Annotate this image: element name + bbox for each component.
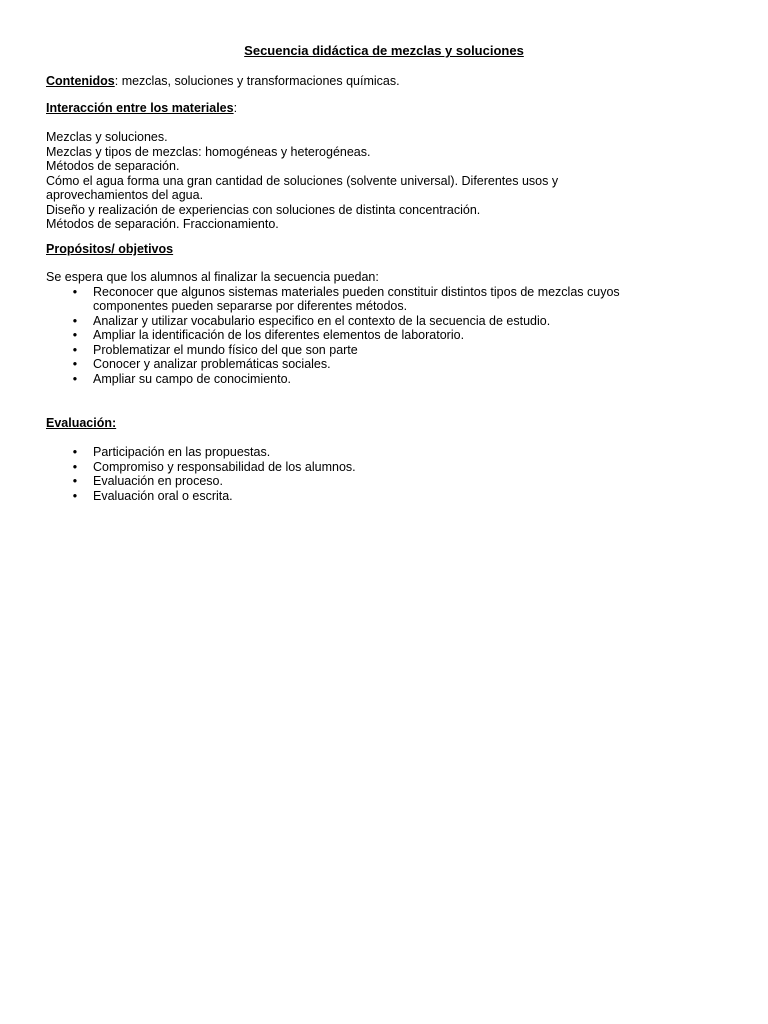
contenidos-heading: Contenidos [46, 74, 115, 88]
bullet-icon: • [72, 459, 78, 474]
contenidos-section [46, 74, 726, 89]
propositos-heading: Propósitos/ objetivos [46, 242, 174, 256]
evaluacion-heading: Evaluación: [46, 416, 117, 430]
list-item-text: Problematizar el mundo físico del que son parte [93, 342, 358, 357]
interaccion-line: Cómo el agua forma una gran cantidad de soluciones (solvente universal). Diferentes usos y [46, 173, 559, 188]
list-item [46, 489, 726, 504]
list-item [46, 372, 726, 387]
interaccion-heading-line [46, 101, 726, 116]
list-item-text: Participación en las propuestas. [93, 445, 271, 459]
propositos-list [46, 285, 726, 387]
list-item [46, 474, 726, 489]
list-item [46, 460, 726, 475]
interaccion-line: Métodos de separación. [46, 159, 180, 173]
list-item-text: Reconocer que algunos sistemas materiales pueden constituir distintos tipos de mezclas cuyos [93, 284, 620, 299]
contenidos-text: : mezclas, soluciones y transformaciones químicas. [114, 74, 400, 88]
interaccion-heading-suffix: : [233, 101, 238, 115]
list-item-text: Analizar y utilizar vocabulario especifico en el contexto de la secuencia de estudio. [93, 313, 551, 328]
propositos-intro: Se espera que los alumnos al finalizar la secuencia puedan: [46, 270, 379, 284]
interaccion-lines [46, 130, 726, 232]
interaccion-line: Diseño y realización de experiencias con soluciones de distinta concentración. [46, 202, 481, 217]
list-item-text: Evaluación oral o escrita. [93, 488, 233, 503]
list-item [46, 314, 726, 329]
document-title: Secuencia didáctica de mezclas y soluciones [244, 43, 524, 58]
list-item-text: Evaluación en proceso. [93, 474, 223, 488]
bullet-icon: • [72, 357, 78, 371]
list-item [46, 285, 726, 314]
interaccion-line: Métodos de separación. Fraccionamiento. [46, 217, 279, 231]
bullet-icon: • [72, 474, 78, 488]
interaccion-line: aprovechamientos del agua. [46, 188, 204, 202]
list-item-text: Compromiso y responsabilidad de los alumnos. [93, 459, 356, 474]
bullet-icon: • [72, 371, 78, 386]
list-item-text: Ampliar su campo de conocimiento. [93, 371, 292, 386]
list-item [46, 343, 726, 358]
list-item-text: Ampliar la identificación de los diferentes elementos de laboratorio. [93, 328, 465, 342]
list-item [46, 357, 726, 372]
evaluacion-heading-line [46, 416, 726, 431]
bullet-icon: • [72, 284, 78, 299]
list-item [46, 328, 726, 343]
evaluacion-section [46, 445, 726, 503]
evaluacion-list [46, 445, 726, 503]
interaccion-heading: Interacción entre los materiales [46, 101, 234, 115]
bullet-icon: • [72, 445, 78, 459]
list-item [46, 445, 726, 460]
list-item-text: componentes pueden separarse por diferentes métodos. [93, 299, 408, 313]
interaccion-line: Mezclas y soluciones. [46, 130, 168, 144]
propositos-section [46, 270, 726, 386]
bullet-icon: • [72, 328, 78, 342]
bullet-icon: • [72, 488, 78, 503]
interaccion-line: Mezclas y tipos de mezclas: homogéneas y heterogéneas. [46, 144, 371, 159]
bullet-icon: • [72, 342, 78, 357]
bullet-icon: • [72, 313, 78, 328]
propositos-heading-line [46, 242, 726, 257]
list-item-text: Conocer y analizar problemáticas sociales. [93, 357, 331, 371]
